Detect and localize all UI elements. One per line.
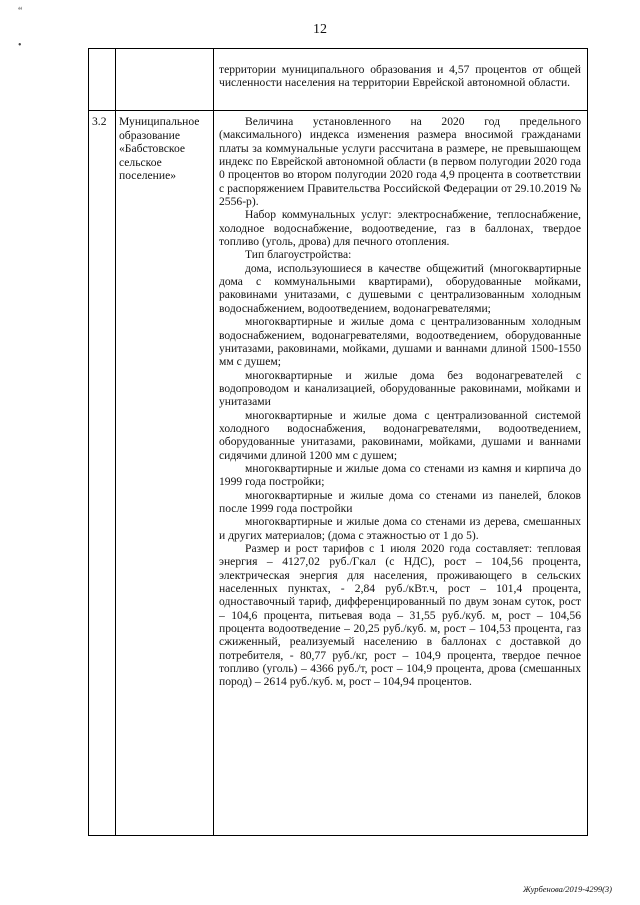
- improvement-type-item: дома, используюшиеся в качестве общежитий (многоквартирные дома с коммунальными квартирами), оборудованные мойками, раковинами унитазами, с душевыми с централизованным холодным водоснабжением, водоотведением, водонагревателями;: [219, 261, 581, 315]
- row-number: 3.2: [92, 115, 107, 128]
- column-divider: [115, 49, 116, 835]
- document-footer-code: Журбенова/2019-4299(3): [523, 884, 612, 894]
- improvement-type-heading: Тип благоустройства:: [245, 248, 352, 262]
- improvement-type-item: многоквартирные и жилые дома с централизованной системой холодного водоснабжения, водонагревателями, водоотведением, оборудованные унитазами, раковинами, мойками, душами и ваннами сидячими длиной 1200 мм с душем;: [219, 408, 581, 462]
- row-divider: [89, 110, 587, 111]
- scan-mark: •: [18, 40, 22, 51]
- tariffs-paragraph: Размер и рост тарифов с 1 июля 2020 года составляет: тепловая энергия – 4127,02 руб./Гкал (с НДС), рост – 104,56 процента, электрическая энергия для населения, проживающего в сельских населенных пунктах, - 2,84 руб./кВт.ч, рост – 101,4 процента, одноставочный тариф, дифференцированный по двум зонам суток, рост – 104,6 процента, питьевая вода – 31,55 руб./куб. м, рост – 104,56 процента водоотведение – 20,25 руб./куб. м, рост – 104,53 процента, газ сжиженный, реализуемый населению в баллонах с доставкой до потребителя, - 80,77 руб./кг, рост – 104,9 процента, твердое печное топливо (уголь) – 4366 руб./т, рост – 104,9 процента, дрова (смешанных пород) – 2614 руб./куб. м, рост – 104,94 процентов.: [219, 542, 581, 689]
- page-number: 12: [313, 22, 327, 37]
- municipality-name: Муниципальное образование «Бабстовское сельское поселение»: [119, 115, 200, 182]
- document-table: [88, 48, 588, 836]
- continued-text: территории муниципального образования и 4,57 процентов от общей численности населения на территории Еврейской автономной области.: [219, 63, 581, 90]
- index-paragraph: Величина установленного на 2020 год предельного (максимального) индекса изменения размера вносимой гражданами платы за коммунальные услуги рассчитана в размере, не превышающем индекс по Еврейской автономной области (в первом полугодии 2020 года 0 процентов во втором полугодии 2020 года 4,9 процента в соответствии с распоряжением Правительства Российской Федерации от 29.10.2019 № 2556-р).: [219, 115, 581, 209]
- services-paragraph: Набор коммунальных услуг: электроснабжение, теплоснабжение, холодное водоснабжение, водоотведение, газ в баллонах, твердое топливо (уголь, дрова) для печного отопления.: [219, 208, 581, 249]
- improvement-type-item: многоквартирные и жилые дома со стенами из панелей, блоков после 1999 года постройки: [219, 488, 581, 515]
- improvement-type-item: многоквартирные и жилые дома без водонагревателей с водопроводом и канализацией, оборудованные раковинами, мойками и унитазами: [219, 368, 581, 409]
- improvement-type-item: многоквартирные и жилые дома с централизованным холодным водоснабжением, водонагревателями, водоотведением, оборудованные унитазами, раковинами, мойками, душами и ваннами длиной 1500-1550 мм с душем;: [219, 315, 581, 369]
- description-cell: [219, 115, 581, 689]
- scan-mark: “: [18, 6, 23, 17]
- column-divider: [213, 49, 214, 835]
- continued-text-cell: [219, 63, 581, 90]
- improvement-type-item: многоквартирные и жилые дома со стенами из дерева, смешанных и других материалов; (дома с этажностью от 1 до 5).: [219, 515, 581, 542]
- improvement-type-item: многоквартирные и жилые дома со стенами из камня и кирпича до 1999 года постройки;: [219, 461, 581, 489]
